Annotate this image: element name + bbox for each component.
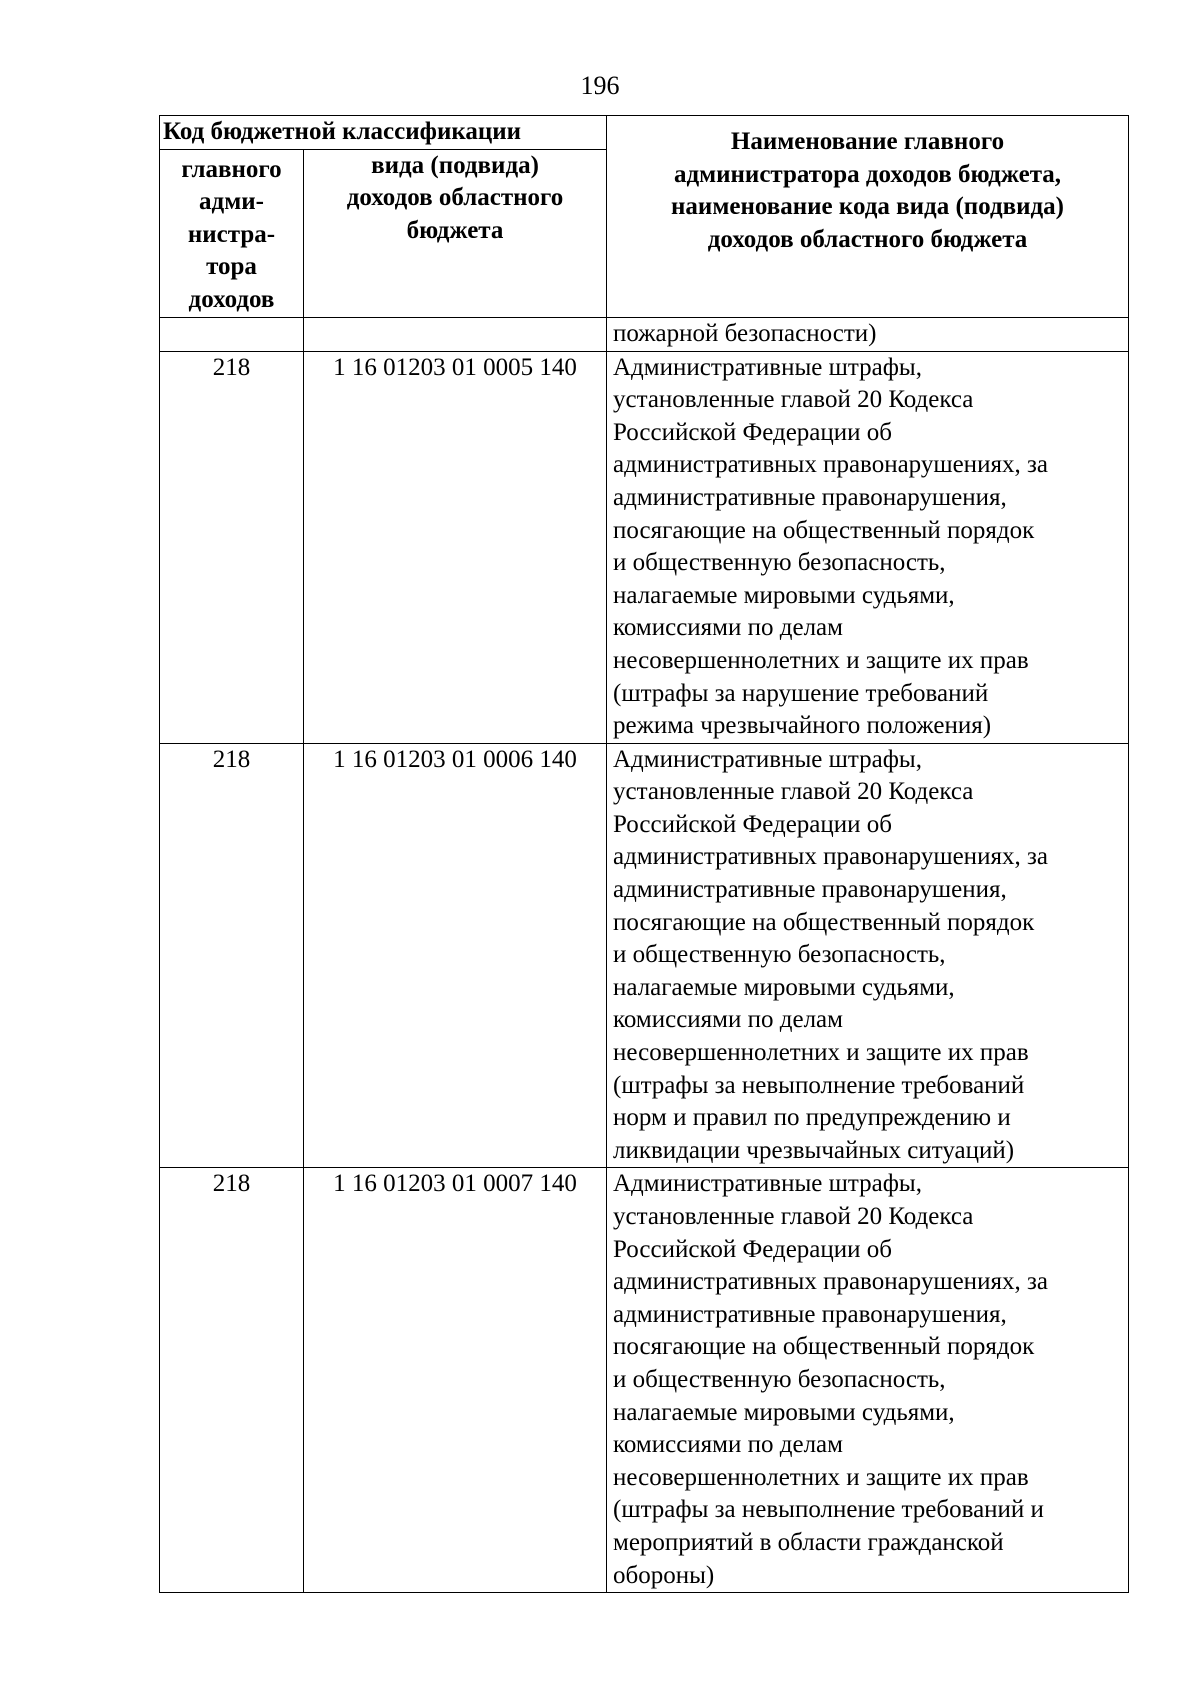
name-line: и общественную безопасность,: [613, 941, 946, 969]
name-line: (штрафы за невыполнение требований и: [613, 1496, 1044, 1524]
page-number: 196: [580, 71, 620, 100]
continuation-admin-cell: [160, 317, 304, 351]
header-admin-line: тора: [206, 253, 257, 281]
name-line: посягающие на общественный порядок: [613, 516, 1035, 544]
budget-classification-table: [159, 115, 1129, 1593]
header-kind-line: вида (подвида): [371, 151, 539, 179]
header-admin-line: главного: [181, 155, 282, 183]
name-line: комиссиями по делам: [613, 614, 843, 642]
name-line: Административные штрафы,: [613, 1170, 922, 1198]
name-line: Российской Федерации об: [613, 1235, 892, 1263]
name-line: административных правонарушениях, за: [613, 451, 1048, 479]
header-name-line: администратора доходов бюджета,: [673, 160, 1062, 188]
income-code-cell: 1 16 01203 01 0007 140: [304, 1168, 607, 1593]
header-admin-column: [160, 149, 304, 317]
admin-code-cell: 218: [160, 1168, 304, 1593]
name-line: налагаемые мировыми судьями,: [613, 973, 955, 1001]
name-line: административные правонарушения,: [613, 483, 1007, 511]
name-line: (штрафы за нарушение требований: [613, 679, 989, 707]
name-line: мероприятий в области гражданской: [613, 1528, 1004, 1556]
header-admin-line: адми-: [199, 188, 264, 216]
income-code-cell: 1 16 01203 01 0006 140: [304, 743, 607, 1168]
name-line: несовершеннолетних и защите их прав: [613, 1463, 1029, 1491]
header-admin-line: доходов: [188, 285, 275, 313]
header-kind-line: доходов областного: [346, 184, 564, 212]
header-name-column: [607, 116, 1129, 318]
name-line: установленные главой 20 Кодекса: [613, 386, 974, 414]
header-kind-column: [304, 149, 607, 317]
name-line: административные правонарушения,: [613, 1300, 1007, 1328]
name-line: комиссиями по делам: [613, 1431, 843, 1459]
name-line: административных правонарушениях, за: [613, 843, 1048, 871]
name-line: и общественную безопасность,: [613, 549, 946, 577]
name-line: административные правонарушения,: [613, 876, 1007, 904]
table-body: [160, 317, 1129, 1593]
header-name-line: доходов областного бюджета: [707, 225, 1028, 253]
name-line: норм и правил по предупреждению и: [613, 1104, 1011, 1132]
admin-code-cell: 218: [160, 351, 304, 743]
name-line: режима чрезвычайного положения): [613, 712, 992, 740]
header-name-line: наименование кода вида (подвида): [671, 193, 1064, 221]
header-admin-line: нистра-: [187, 220, 276, 248]
name-line: административных правонарушениях, за: [613, 1268, 1048, 1296]
table-row: [160, 743, 1129, 1168]
name-line: Административные штрафы,: [613, 353, 922, 381]
income-code-cell: 1 16 01203 01 0005 140: [304, 351, 607, 743]
income-name-cell: [607, 1168, 1129, 1593]
header-kind-line: бюджета: [406, 216, 504, 244]
name-line: пожарной безопасности): [613, 319, 877, 347]
name-line: обороны): [613, 1561, 715, 1589]
name-line: Административные штрафы,: [613, 745, 922, 773]
name-line: комиссиями по делам: [613, 1006, 843, 1034]
income-name-cell: [607, 351, 1129, 743]
name-line: налагаемые мировыми судьями,: [613, 1398, 955, 1426]
table-row: [160, 351, 1129, 743]
name-line: Российской Федерации об: [613, 810, 892, 838]
name-line: и общественную безопасность,: [613, 1365, 946, 1393]
name-line: посягающие на общественный порядок: [613, 1333, 1035, 1361]
name-line: налагаемые мировыми судьями,: [613, 581, 955, 609]
name-line: установленные главой 20 Кодекса: [613, 1203, 974, 1230]
continuation-name-cell: [607, 317, 1129, 351]
name-line: Российской Федерации об: [613, 418, 892, 446]
table-header: [160, 116, 1129, 318]
name-line: несовершеннолетних и защите их прав: [613, 1039, 1029, 1067]
name-line: установленные главой 20 Кодекса: [613, 778, 974, 806]
header-group-title: Код бюджетной классификации: [160, 116, 607, 150]
header-name-line: Наименование главного: [730, 128, 1005, 155]
name-line: ликвидации чрезвычайных ситуаций): [613, 1136, 1015, 1164]
continuation-row: [160, 317, 1129, 351]
name-line: (штрафы за невыполнение требований: [613, 1071, 1025, 1099]
name-line: несовершеннолетних и защите их прав: [613, 646, 1029, 674]
admin-code-cell: 218: [160, 743, 304, 1168]
continuation-kind-cell: [304, 317, 607, 351]
table-row: [160, 1168, 1129, 1593]
income-name-cell: [607, 743, 1129, 1168]
name-line: посягающие на общественный порядок: [613, 908, 1035, 936]
